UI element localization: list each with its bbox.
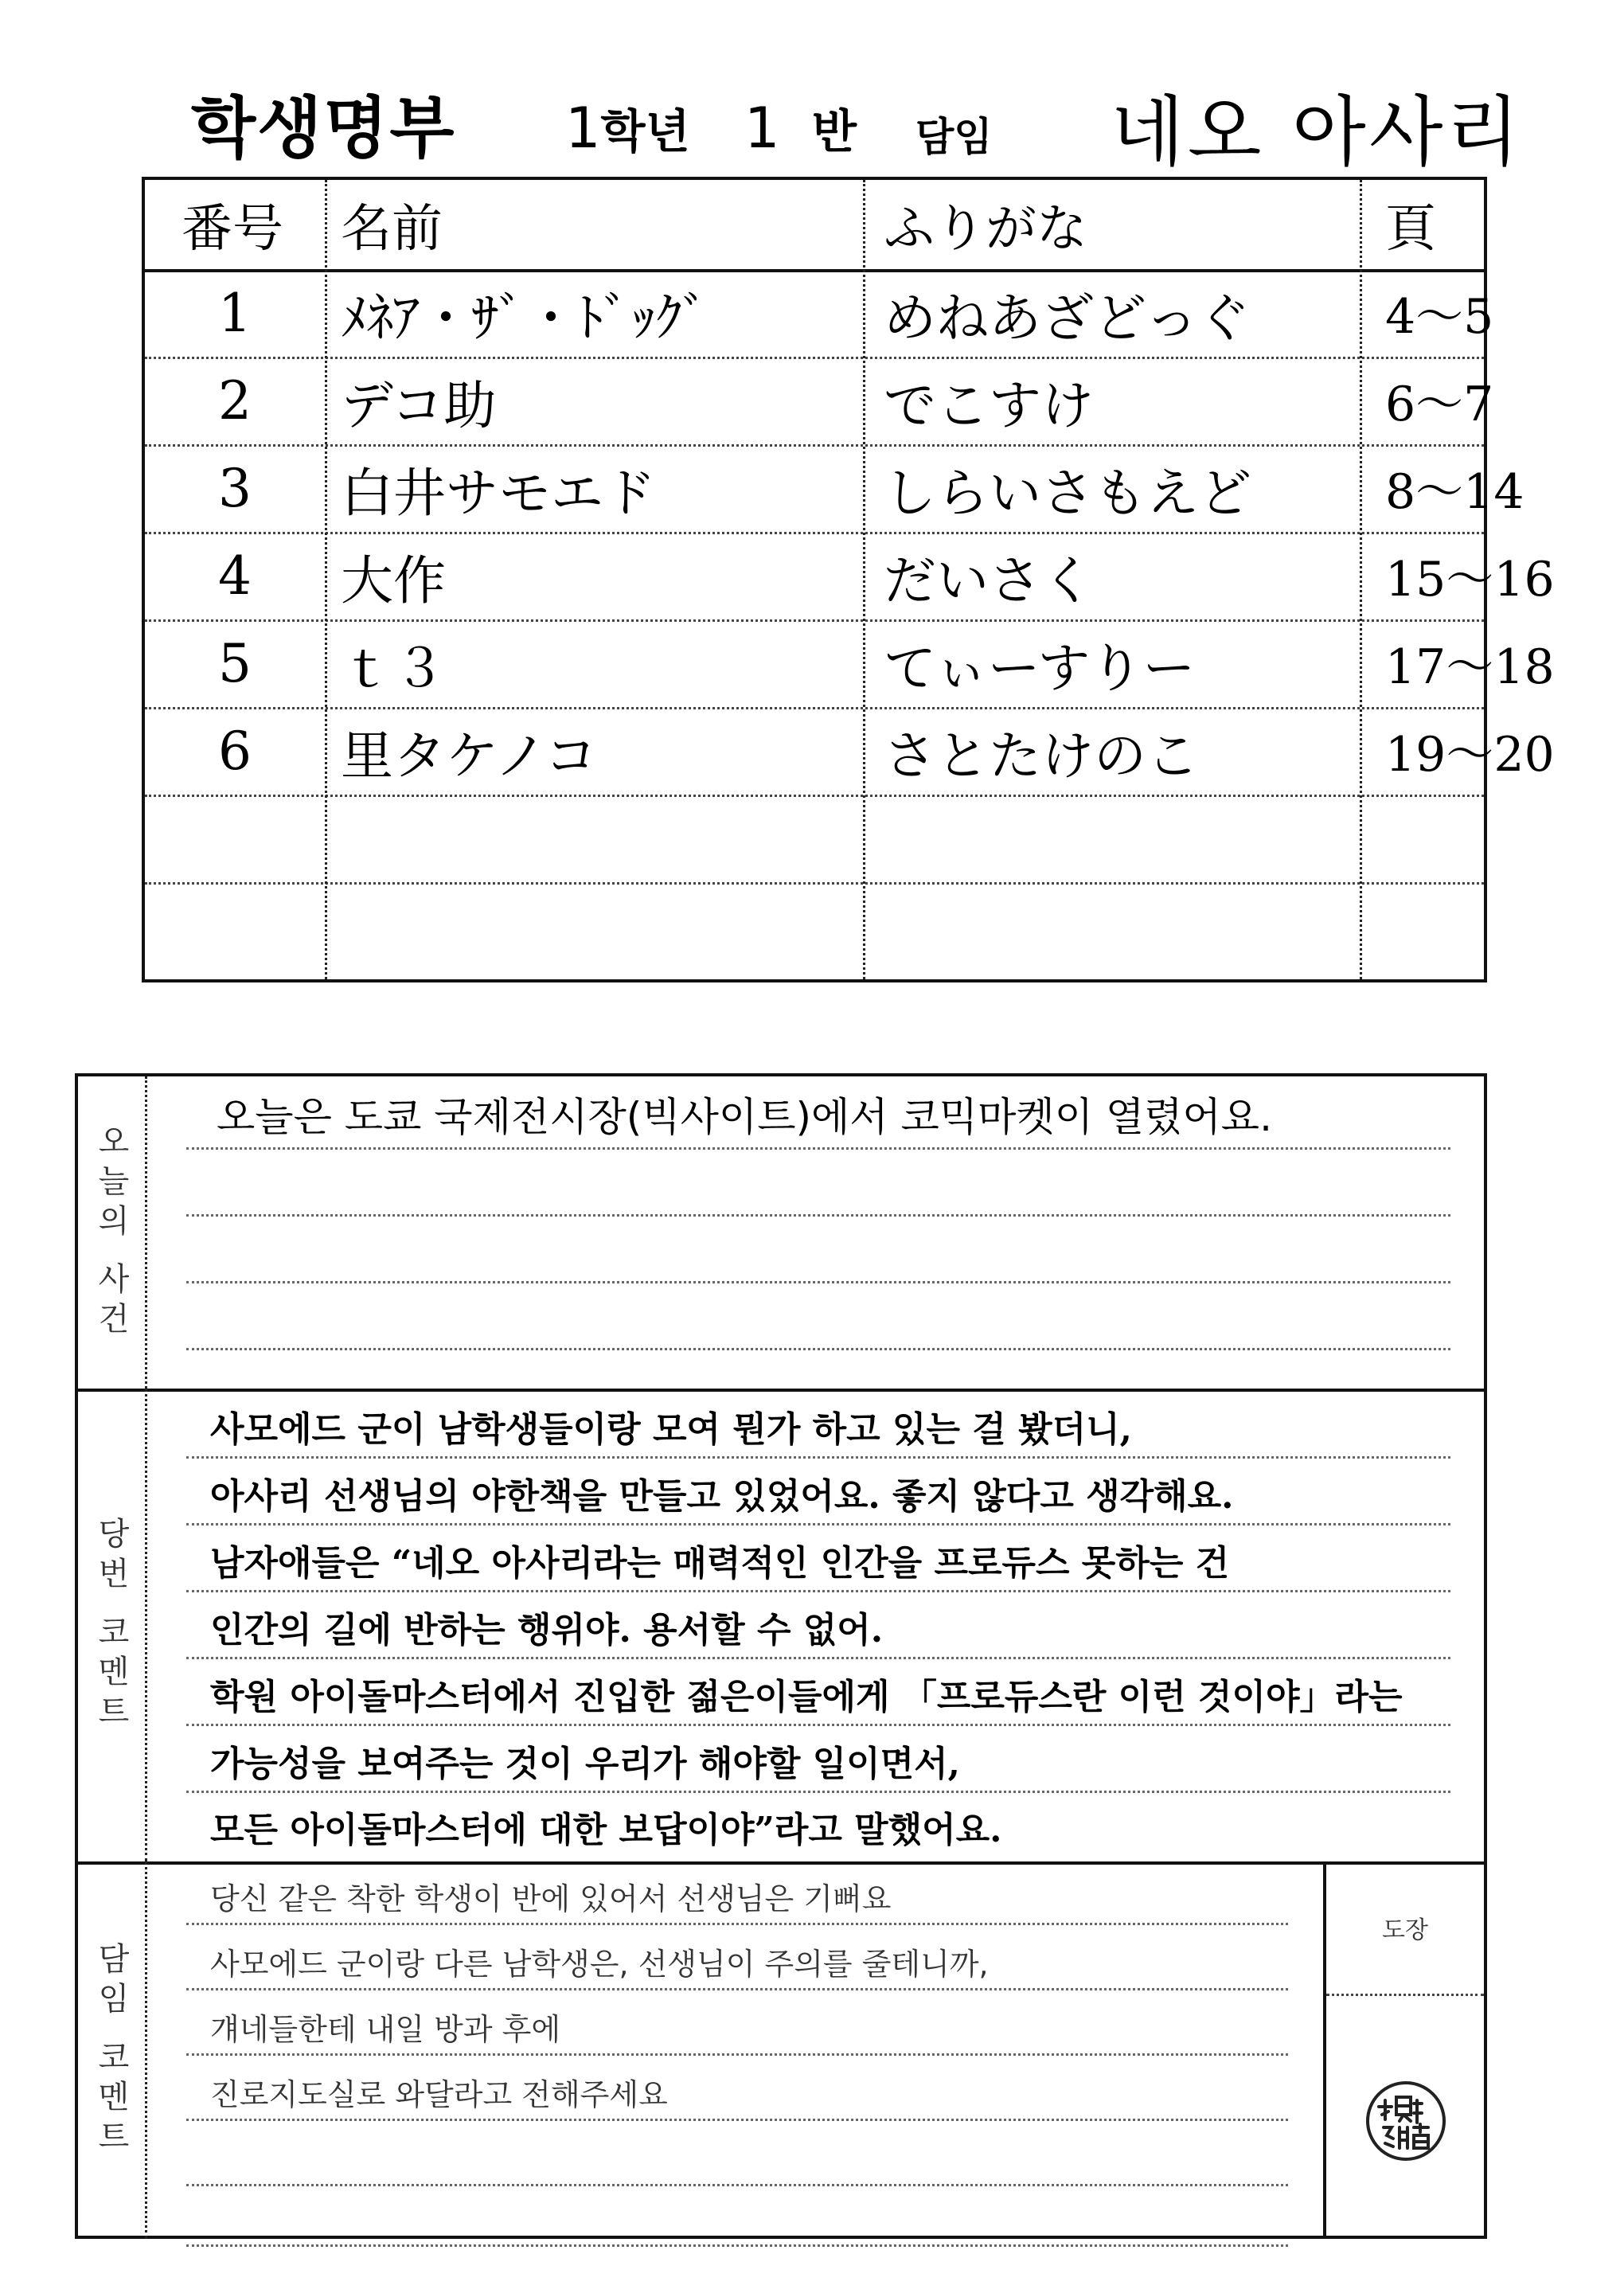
student-number: 3 (218, 457, 252, 519)
duty-comment-text: 아사리 선생님의 야한책을 만들고 있었어요. 좋지 않다고 생각해요. (210, 1476, 1234, 1517)
today-event-section (78, 1076, 1484, 1392)
teacher-comment-section (78, 1861, 1484, 2239)
table-header-row (145, 180, 1484, 272)
duty-comment-label: 당번 코멘트 (92, 1516, 130, 1734)
teacher-comment-text: 진로지도실로 와달라고 전해주세요 (210, 2077, 668, 2112)
column-header-pages: 頁 (1385, 200, 1436, 259)
stamp-column (1323, 1861, 1484, 2239)
writing-line (186, 1462, 1450, 1525)
student-name: ｔ３ (341, 637, 446, 699)
student-number (145, 795, 325, 882)
student-pages: 6〜7 (1385, 377, 1494, 432)
student-furigana (868, 882, 1360, 970)
table-row (145, 444, 1524, 534)
writing-line (186, 1927, 1288, 1990)
student-pages: 15〜16 (1385, 552, 1555, 607)
writing-line (186, 1662, 1450, 1726)
student-roster-table (142, 177, 1555, 982)
table-row (145, 269, 1494, 359)
student-furigana: だいさく (884, 549, 1094, 611)
teacher-comment-text: 당신 같은 착한 학생이 반에 있어서 선생님은 기뻐요 (210, 1881, 892, 1916)
teacher-name: 네오 아사리 (1111, 88, 1524, 177)
student-name: 大作 (341, 549, 446, 611)
table-row (145, 707, 1555, 797)
grade-label (565, 94, 690, 161)
today-event-side (78, 1076, 147, 1389)
student-name (330, 882, 859, 970)
page-header (0, 64, 1624, 183)
today-event-text: 오늘은 도쿄 국제전시장(빅사이트)에서 코믹마켓이 열렸어요. (217, 1094, 1272, 1140)
writing-line (186, 2057, 1288, 2121)
writing-line (186, 1220, 1450, 1283)
column-header-name: 名前 (341, 200, 443, 259)
table-row (145, 882, 1484, 970)
student-number: 4 (218, 545, 252, 607)
writing-line (186, 2183, 1288, 2247)
writing-line (186, 1529, 1450, 1592)
student-name: 白井サモエド (341, 462, 656, 524)
grade-number: 1 (565, 96, 601, 161)
student-pages: 19〜20 (1385, 727, 1555, 783)
student-furigana: さとたけのこ (884, 725, 1199, 787)
student-number: 5 (218, 632, 252, 694)
student-furigana: しらいさもえど (884, 462, 1251, 524)
page-title: 학생명부 (191, 89, 456, 167)
teacher-comment-label: 담임 코멘트 (92, 1941, 130, 2159)
column-header-number: 番号 (182, 200, 283, 259)
writing-line (186, 1395, 1450, 1459)
column-divider (325, 180, 327, 979)
writing-line (186, 1086, 1450, 1150)
writing-line (186, 1596, 1450, 1659)
student-pages: 17〜18 (1385, 639, 1555, 695)
duty-comment-text: 학원 아이돌마스터에서 진입한 젊은이들에게 「프로듀스란 이런 것이야」라는 (210, 1677, 1403, 1717)
table-row (145, 795, 1484, 885)
writing-line (186, 1793, 1450, 1857)
class-number: 1 (744, 96, 780, 161)
duty-comment-text: 모든 아이돌마스터에 대한 보답이야”라고 말했어요. (210, 1810, 1002, 1850)
duty-comment-text: 사모에드 군이 남학생들이랑 모여 뭔가 하고 있는 걸 봤더니, (210, 1409, 1132, 1450)
duty-comment-text: 가능성을 보여주는 것이 우리가 해야할 일이면서, (210, 1744, 960, 1784)
student-name (330, 795, 859, 882)
student-furigana (868, 795, 1360, 882)
column-header-furigana: ふりがな (884, 200, 1087, 259)
teacher-comment-text: 걔네들한테 내일 방과 후에 (210, 2012, 561, 2047)
student-number: 6 (218, 720, 252, 782)
table-row (145, 532, 1555, 622)
student-pages: 8〜14 (1385, 464, 1524, 520)
student-number (145, 882, 325, 970)
student-name: ﾒﾈｱ・ｻﾞ・ﾄﾞｯｸﾞ (341, 287, 709, 349)
writing-line (186, 2123, 1288, 2186)
teacher-comment-side (78, 1861, 147, 2239)
class-diary-box (75, 1073, 1487, 2239)
stamp-label: 도장 (1326, 1861, 1484, 1996)
duty-comment-text: 인간의 길에 반하는 행위야. 용서할 수 없어. (210, 1610, 884, 1650)
writing-line (186, 1729, 1450, 1793)
table-row (145, 619, 1555, 709)
grade-suffix: 학년 (600, 104, 690, 158)
class-label (744, 94, 857, 161)
student-pages: 4〜5 (1385, 289, 1494, 345)
column-divider (1360, 180, 1362, 979)
writing-line (186, 1992, 1288, 2056)
student-number: 2 (218, 369, 252, 432)
student-pages (1364, 795, 1487, 882)
duty-comment-text: 남자애들은 “네오 아사리라는 매력적인 인간을 프로듀스 못하는 건 (210, 1543, 1230, 1584)
table-row (145, 357, 1494, 447)
writing-line (186, 1153, 1450, 1217)
writing-line (186, 1287, 1450, 1350)
duty-comment-section (78, 1389, 1484, 1865)
today-event-label: 오늘의 사건 (92, 1123, 130, 1342)
teacher-comment-text: 사모에드 군이랑 다른 남학생은, 선생님이 주의를 줄테니까, (210, 1947, 989, 1982)
student-furigana: でこすけ (884, 374, 1094, 436)
column-divider (863, 180, 865, 979)
writing-line (186, 1861, 1288, 1925)
student-pages (1364, 882, 1487, 970)
student-number: 1 (218, 282, 252, 344)
class-suffix: 반 (811, 104, 857, 158)
duty-comment-side (78, 1389, 147, 1861)
student-furigana: めねあざどっぐ (884, 287, 1251, 349)
student-name: 里タケノコ (341, 725, 598, 787)
student-name: デコ助 (341, 374, 497, 436)
homeroom-role-label: 담임 (915, 114, 993, 160)
teacher-seal-icon (1364, 2080, 1447, 2162)
student-furigana: てぃーすりー (884, 637, 1196, 699)
